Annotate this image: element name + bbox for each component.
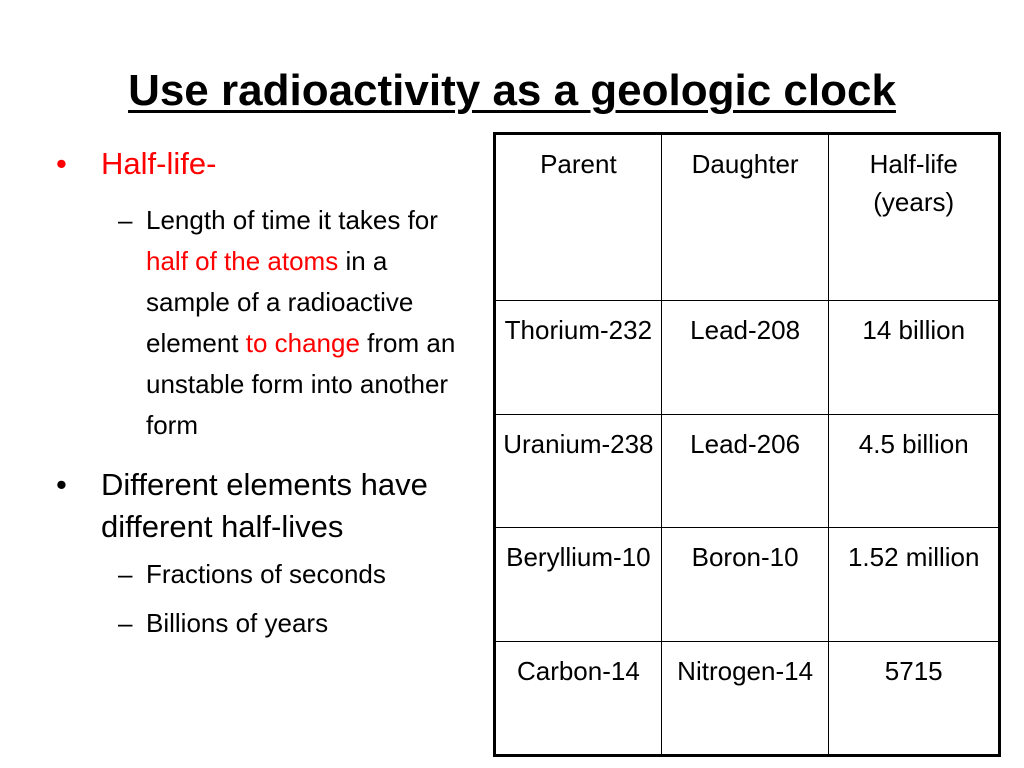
- half-life-heading: Half-life-: [101, 146, 217, 181]
- cell-half-life: 5715: [829, 641, 999, 755]
- table-header-row: [496, 135, 999, 301]
- definition-highlight-2: to change: [245, 328, 360, 358]
- dash-marker: –: [118, 205, 133, 235]
- sub-bullet-billions: [56, 603, 476, 644]
- cell-half-life: 1.52 million: [829, 528, 999, 642]
- header-daughter: Daughter: [661, 135, 829, 301]
- bullet-marker: •: [56, 146, 67, 181]
- table-row: [496, 528, 999, 642]
- cell-parent: Carbon-14: [496, 641, 662, 755]
- different-elements-heading: Different elements have different half-lives: [101, 467, 428, 544]
- table-row: [496, 301, 999, 415]
- cell-daughter: Lead-206: [661, 414, 829, 528]
- header-parent: Parent: [496, 135, 662, 301]
- sub-bullet-definition: [56, 200, 476, 446]
- bullet-marker: •: [56, 467, 67, 502]
- dash-marker: –: [118, 559, 133, 589]
- definition-text-2: in a sample of a radioactive element: [146, 246, 414, 358]
- bullet-half-life: [56, 143, 476, 185]
- bullet-list: [56, 143, 476, 644]
- cell-daughter: Lead-208: [661, 301, 829, 415]
- dash-marker: –: [118, 608, 133, 638]
- definition-text-1: Length of time it takes for: [146, 205, 438, 235]
- slide-title: Use radioactivity as a geologic clock: [128, 66, 896, 115]
- definition-highlight-1: half of the atoms: [146, 246, 339, 276]
- bullet-different-elements: [56, 464, 476, 548]
- fractions-text: Fractions of seconds: [146, 559, 386, 589]
- sub-bullet-fractions: [56, 554, 476, 595]
- half-life-table: [495, 134, 999, 755]
- cell-half-life: 4.5 billion: [829, 414, 999, 528]
- cell-daughter: Nitrogen-14: [661, 641, 829, 755]
- cell-parent: Thorium-232: [496, 301, 662, 415]
- table-row: [496, 414, 999, 528]
- cell-daughter: Boron-10: [661, 528, 829, 642]
- cell-half-life: 14 billion: [829, 301, 999, 415]
- definition-text-3: from an unstable form into another form: [146, 328, 456, 440]
- table-row: [496, 641, 999, 755]
- header-half-life: Half-life (years): [829, 135, 999, 301]
- cell-parent: Beryllium-10: [496, 528, 662, 642]
- cell-parent: Uranium-238: [496, 414, 662, 528]
- billions-text: Billions of years: [146, 608, 329, 638]
